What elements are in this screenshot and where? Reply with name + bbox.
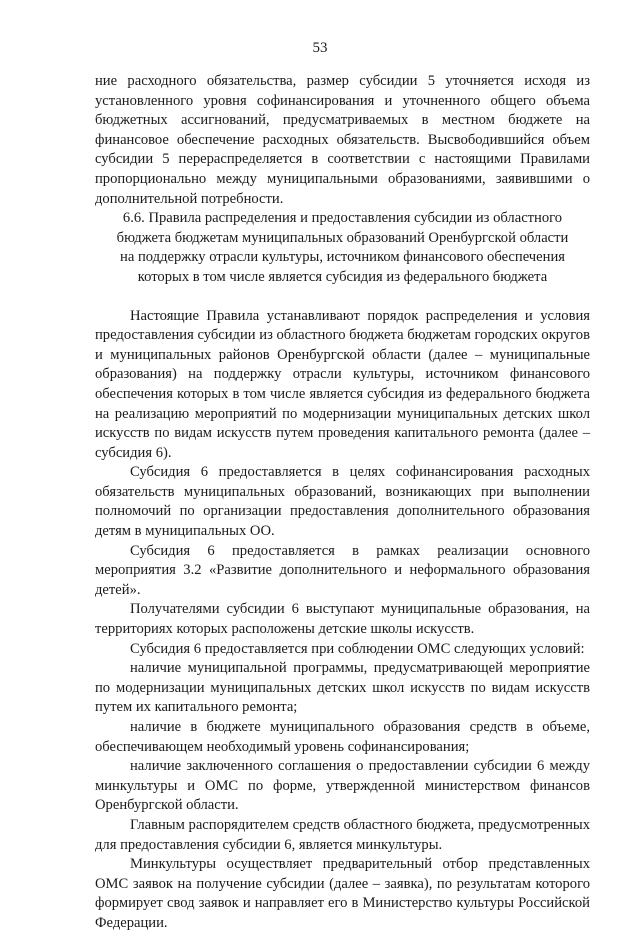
- condition-item: наличие заключенного соглашения о предоставлении субсидии 6 между минкультуры и ОМС по форме, утвержденной министерством финансов Оренбургской области.: [95, 758, 590, 814]
- condition-item: наличие в бюджете муниципального образования средств в объеме, обеспечивающем необходимый уровень софинансирования;: [95, 719, 590, 755]
- paragraph: Настоящие Правила устанавливают порядок распределения и условия предоставления субсидии из областного бюджета бюджетам городских округов и муниципальных районов Оренбургской области (далее – муниципальные образования) на поддержку отрасли культуры, источником финансового обеспечения которых в том числе является субсидия из федерального бюджета на реализацию мероприятий по модернизации муниципальных детских школ искусств по видам искусств путем проведения капитального ремонта (далее – субсидия 6).: [95, 307, 590, 461]
- paragraph: Субсидия 6 предоставляется в рамках реализации основного мероприятия 3.2 «Развитие дополнительного и неформального образования детей».: [95, 542, 590, 598]
- section-heading: 6.6. Правила распределения и предоставления субсидии из областного бюджета бюджетам муниципальных образований Оренбургской области на поддержку отрасли культуры, источником финансового обеспечения которых в том числе является субсидия из федерального бюджета: [116, 210, 569, 285]
- paragraph: Субсидия 6 предоставляется при соблюдении ОМС следующих условий:: [130, 640, 585, 657]
- heading-spacer: [95, 288, 590, 307]
- page-number: 53: [312, 40, 328, 56]
- paragraph: Минкультуры осуществляет предварительный отбор представленных ОМС заявок на получение субсидии (далее – заявка), по результатам которого формирует свод заявок и направляет его в Министерство культуры Российской Федерации.: [95, 856, 590, 931]
- paragraph: Главным распорядителем средств областного бюджета, предусмотренных для предоставления субсидии 6, является минкультуры.: [95, 816, 590, 853]
- paragraph: Субсидия 6 предоставляется в целях софинансирования расходных обязательств муниципальных образований, возникающих при выполнении полномочий по организации предоставления дополнительного образования детям в муниципальных ОО.: [95, 464, 590, 540]
- paragraph: Получателями субсидии 6 выступают муниципальные образования, на территориях которых расположены детские школы искусств.: [95, 601, 590, 638]
- paragraph-continuation: ние расходного обязательства, размер субсидии 5 уточняется исходя из установленного уровня софинансирования и уточненного общего объема бюджетных ассигнований, предусматриваемых в местном бюджете на финансовое обеспечение расходных обязательств. Высвободившийся объем субсидии 5 перераспределяется в соответствии с настоящими Правилами пропорционально между муниципальными образованиями, заявившими о дополнительной потребности.: [95, 73, 590, 207]
- condition-item: наличие муниципальной программы, предусматривающей мероприятие по модернизации муниципальных детских школ искусств по видам искусств путем их капитального ремонта;: [95, 660, 590, 716]
- document-body: [95, 72, 590, 934]
